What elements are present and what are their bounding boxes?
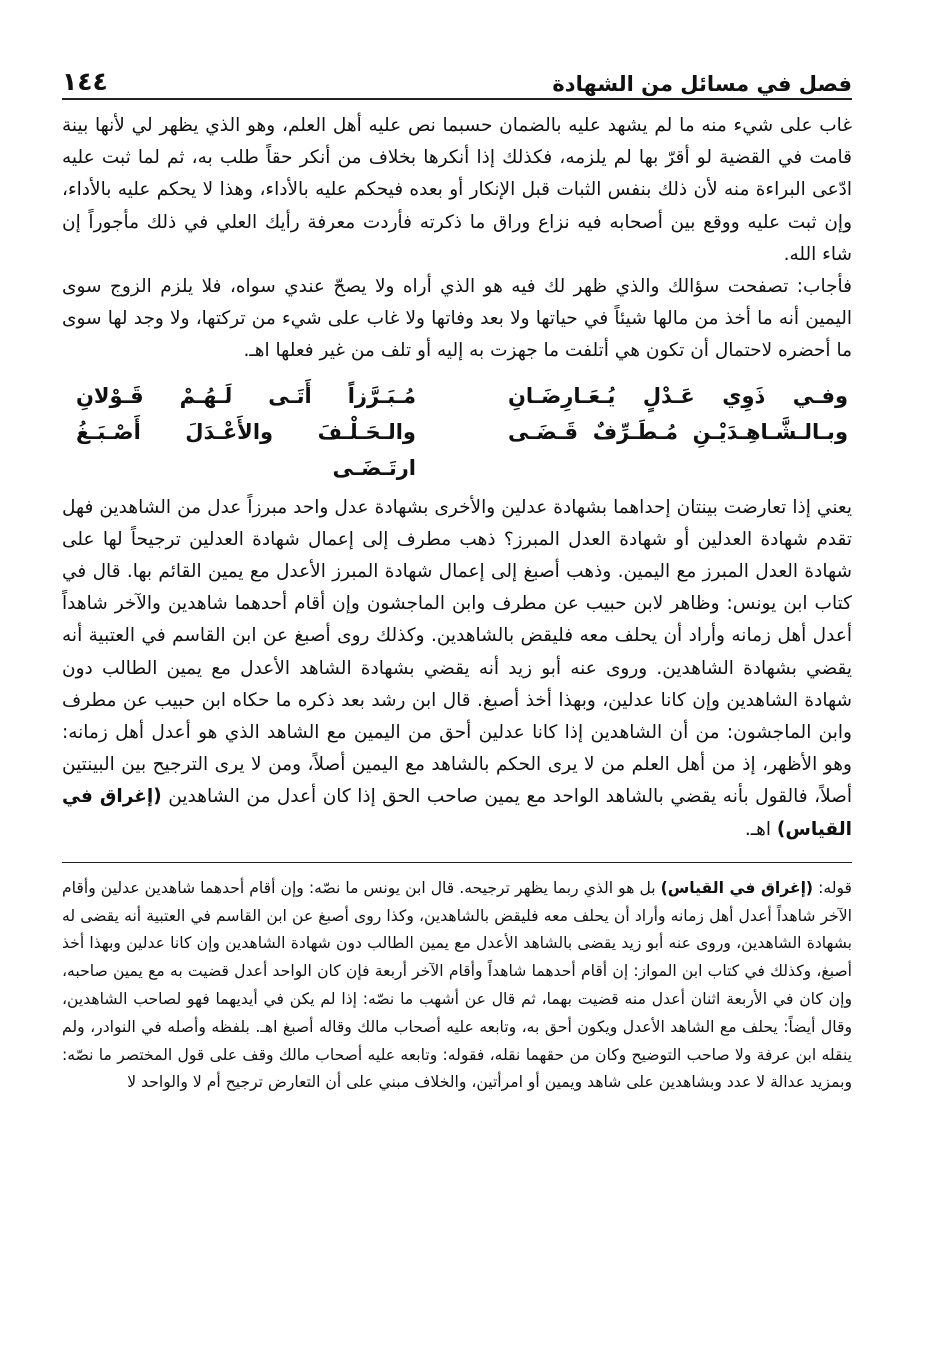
verse-line-1	[62, 378, 852, 414]
main-text	[62, 110, 852, 846]
paragraph-question-end: غاب على شيء منه ما لم يشهد عليه بالضمان حسبما نص عليه أهل العلم، وهو الذي يظهر لي لأنها بينة قامت في القضية لو أقرّ بها لم يلزمه، فكذلك إذا أنكرها بخلاف من أنكر حقاً طلب به، ثم لما ثبت عليه ادّعى البراءة منه لأن ذلك بنفس الثبات قبل الإنكار أو بعده فيحكم عليه بالأداء، وهذا لا يحكم عليه بالأداء، وإن ثبت عليه ووقع بين أصحابه فيه نزاع وراق ما ذكرته فأردت معرفة رأيك العلي في ذلك مأجوراً إن شاء الله.	[62, 115, 852, 265]
footnote-text: بل هو الذي ربما يظهر ترجيحه. قال ابن يونس ما نصّه: وإن أقام أحدهما شاهدين عدلين وأقام الآخر شاهداً أعدل أهل زمانه وأراد أن يحلف معه فليقض بالشاهدين، وكذا روى أصبغ عن ابن القاسم في العتبية أنه يقضى له بشهادة الشاهدين، وروى عنه أبو زيد يقضى بالشاهد الأعدل مع يمين الطالب دون شهادة الشاهدين وإن كانا عدلين وبهذا أخذ أصبغ، وكذلك في كتاب ابن المواز: إن أقام أحدهما شاهداً وأقام الآخر أربعة فإن كان الواحد أعدل قضيت به مع يمين صاحبه، وإن كان في الأربعة اثنان أعدل منه قضيت بهما، ثم قال عن أشهب ما نصّه: إذا لم يكن في أيديهما فهو لصاحب الشاهدين، وقال أيضاً: يحلف مع الشاهد الأعدل ويكون أحق به، وتابعه عليه أصحاب مالك وقاله أصبغ اهـ. بلفظه وأصله في النوادر، ولم ينقله ابن عرفة ولا صاحب التوضيح وكان من حقهما نقله، فقوله: وتابعه عليه أصحاب مالك وقف على قول المختصر ما نصّه: وبمزيد عدالة لا عدد وبشاهدين على شاهد ويمين أو امرأتين، والخلاف مبني على أن التعارض ترجيح أم لا والواحد لا	[62, 878, 852, 1092]
footnote-reference: (إغراق في القياس)	[660, 878, 814, 897]
commentary-reference: (إغراق في القياس)	[62, 786, 852, 840]
footnote-paragraph	[62, 875, 852, 1097]
paragraph-commentary	[62, 492, 852, 846]
verse-2-second-hemistich: والـحَـلْـفَ والأَعْـدَلَ أَصْـبَـغُ ارتَـضَـى	[76, 419, 416, 480]
verse-line-2	[62, 414, 852, 486]
verse-1-second-hemistich: مُـبَـرَّزاً أَتَـى لَـهُـمْ قَـوْلانِ	[76, 383, 416, 408]
book-page	[62, 52, 852, 1352]
footnotes	[62, 875, 852, 1097]
verse-1-first-hemistich: وفـي ذَوِي عَـدْلٍ يُـعَـارِضَـانِ	[508, 383, 848, 408]
footnote-divider	[62, 862, 852, 863]
footnote-lead: قوله:	[818, 878, 852, 897]
running-title: فصل في مسائل من الشهادة	[552, 72, 852, 96]
commentary-end: اهـ.	[744, 818, 772, 840]
commentary-text: يعني إذا تعارضت بينتان إحداهما بشهادة عدلين والأخرى بشهادة عدل واحد مبرزاً عدل من الشاهدين فهل تقدم شهادة العدلين أو شهادة العدل المبرز؟ ذهب مطرف إلى إعمال شهادة العدلين ترجيحاً لها على شهادة العدل المبرز مع اليمين. وذهب أصبغ إلى إعمال شهادة المبرز الأعدل مع يمين القائم بها. قال في كتاب ابن يونس: وظاهر لابن حبيب عن مطرف وابن الماجشون وإن أقام أحدهما شاهدين والآخر شاهداً أعدل أهل زمانه وأراد أن يحلف معه فليقض بالشاهدين. وكذلك روى أصبغ عن ابن القاسم في العتبية أنه يقضي بشهادة الشاهدين. وروى عنه أبو زيد أنه يقضي بشهادة الشاهد الأعدل مع يمين الطالب دون شهادة الشاهدين وإن كانا عدلين، وبهذا أخذ أصبغ. قال ابن رشد بعد ذكره ما حكاه ابن حبيب عن مطرف وابن الماجشون: من أن الشاهدين إذا كانا عدلين أحق من اليمين مع الشاهد الذي هو أعدل أهل زمانه: وهو الأظهر، إذ من أهل العلم من لا يرى الحكم بالشاهد مع اليمين أصلاً، ومن لا يرى الترجيح بين البينتين أصلاً، فالقول بأنه يقضي بالشاهد الواحد مع يمين صاحب الحق إذا كان أعدل من الشاهدين	[62, 496, 852, 808]
paragraph-answer: فأجاب: تصفحت سؤالك والذي ظهر لك فيه هو الذي أراه ولا يصحّ عندي سواه، فلا يلزم الزوج سوى اليمين أنه ما أخذ من مالها شيئاً في حياتها ولا بعد وفاتها ولا غاب على شيء من تركتها، ولا وجد لها سوى ما أحضره لاحتمال أن تكون هي أتلفت ما جهزت به إليه أو تلف من غير فعلها اهـ.	[62, 276, 852, 362]
page-header	[62, 52, 852, 100]
page-number: ١٤٤	[62, 67, 108, 96]
verse-2-first-hemistich: وبـالـشَّـاهِـدَيْـنِ مُـطَـرِّفٌ قَـضَـى	[508, 419, 848, 444]
verse-block	[62, 378, 852, 486]
